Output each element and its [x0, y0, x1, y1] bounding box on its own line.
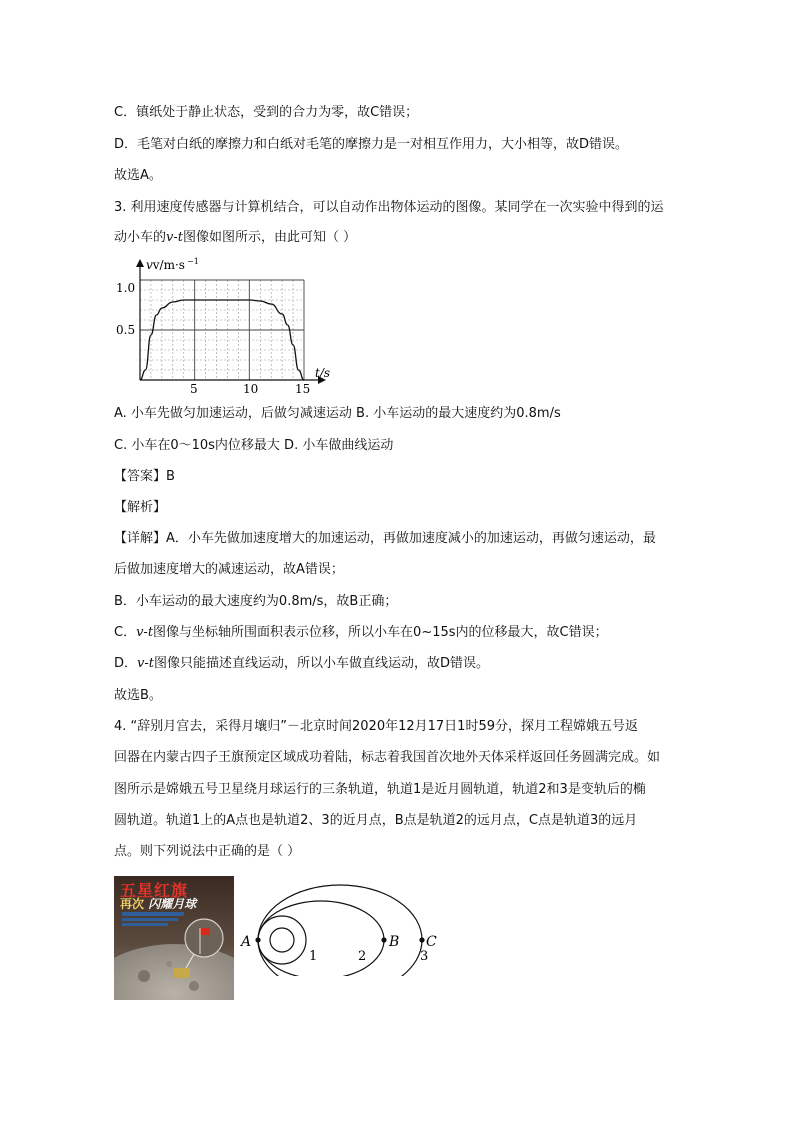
- y-axis-label-exponent: −1: [187, 257, 199, 266]
- detail-c: C．v-t图像与坐标轴所围面积表示位移，所以小车在0~15s内的位移最大，故C错误；: [114, 625, 608, 640]
- point-a: [255, 937, 260, 942]
- chang-e-5-poster-image: [114, 876, 234, 1000]
- label-orbit-2: 2: [358, 949, 367, 964]
- choose-b: 故选B。: [114, 688, 162, 703]
- label-b: B: [389, 934, 400, 950]
- y-axis-label: vv/m·s: [146, 258, 185, 272]
- y-tick-label-1: 1.0: [116, 281, 136, 295]
- orbit-diagram: [236, 876, 446, 976]
- detail-a-line-1: 【详解】A．小车先做加速度增大的加速运动，再做加速度减小的加速运动，再做匀速运动，最: [114, 531, 656, 546]
- question-4-line-5: 点。则下列说法中正确的是（ ）: [114, 844, 301, 859]
- y-tick-label-2: 0.5: [116, 323, 136, 337]
- orbit-1: [258, 916, 306, 964]
- label-orbit-1: 1: [309, 949, 318, 964]
- graph-axes: [136, 259, 326, 384]
- options-c-d: C. 小车在0～10s内位移最大 D. 小车做曲线运动: [114, 438, 394, 453]
- analysis-label: 【解析】: [114, 500, 167, 515]
- poster-title-line-2: 再次 闪耀月球: [120, 897, 197, 911]
- point-c: [419, 937, 424, 942]
- moon-circle: [270, 928, 294, 952]
- orbit-3: [258, 885, 422, 976]
- vt-graph: [112, 255, 342, 395]
- point-b: [381, 937, 386, 942]
- x-tick-label-5: 5: [190, 382, 198, 395]
- question-4-line-2: 回器在内蒙古四子王旗预定区域成功着陆，标志着我国首次地外天体采样返回任务圆满完成。如: [114, 750, 661, 765]
- question-4-line-4: 圆轨道。轨道1上的A点也是轨道2、3的近月点，B点是轨道2的远月点，C点是轨道3的远月: [114, 813, 638, 828]
- option-d-previous: D．毛笔对白纸的摩擦力和白纸对毛笔的摩擦力是一对相互作用力，大小相等，故D错误。: [114, 137, 629, 152]
- x-axis-label: t/s: [315, 366, 331, 380]
- answer-label: 【答案】B: [114, 469, 175, 484]
- question-3-line-1: 3. 利用速度传感器与计算机结合，可以自动作出物体运动的图像。某同学在一次实验中得到的运: [114, 200, 664, 215]
- detail-d: D．v-t图像只能描述直线运动，所以小车做直线运动，故D错误。: [114, 656, 489, 671]
- detail-b: B．小车运动的最大速度约为0.8m/s，故B正确；: [114, 594, 398, 609]
- label-orbit-3: 3: [420, 949, 429, 964]
- x-tick-label-10: 10: [243, 382, 259, 395]
- detail-a-line-2: 后做加速度增大的减速运动，故A错误；: [114, 562, 344, 577]
- label-c: C: [426, 934, 437, 950]
- orbit-2: [258, 901, 384, 976]
- options-a-b: A. 小车先做匀加速运动，后做匀减速运动 B. 小车运动的最大速度约为0.8m/s: [114, 406, 561, 421]
- option-c-previous: C．镇纸处于静止状态，受到的合力为零，故C错误；: [114, 105, 419, 120]
- question-4-line-3: 图所示是嫦娥五号卫星绕月球运行的三条轨道，轨道1是近月圆轨道，轨道2和3是变轨后的椭: [114, 782, 646, 797]
- question-3-line-2: 动小车的v-t图像如图所示，由此可知（ ）: [114, 230, 357, 245]
- graph-grid: [140, 280, 304, 380]
- label-a: A: [241, 934, 252, 950]
- choose-a: 故选A。: [114, 168, 162, 183]
- poster-title-line-1: 五星红旗: [120, 881, 189, 900]
- x-tick-label-15: 15: [295, 382, 311, 395]
- question-4-line-1: 4. “辞别月宫去，采得月壤归”－北京时间2020年12月17日1时59分，探月工程嫦娥五号返: [114, 719, 638, 734]
